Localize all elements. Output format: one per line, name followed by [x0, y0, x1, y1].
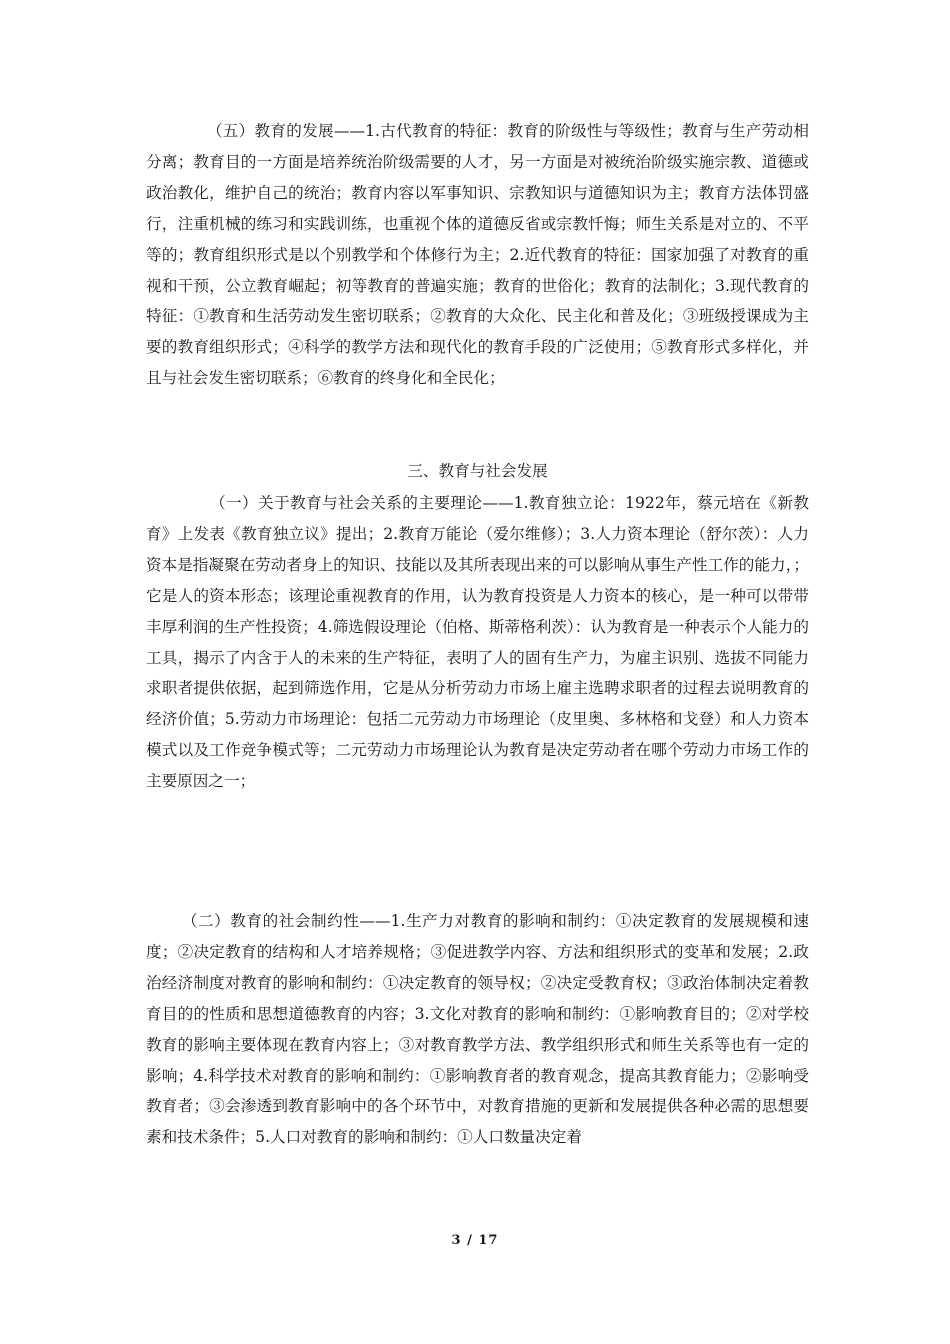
section-heading: 三、教育与社会发展 [407, 462, 548, 480]
page-number: 3 / 17 [451, 1233, 499, 1248]
paragraph-education-development: （五）教育的发展——1.古代教育的特征：教育的阶级性与等级性；教育与生产劳动相分离；教育目的一方面是培养统治阶级需要的人才，另一方面是对被统治阶级实施宗教、道德或政治教化，维护自己的统治；教育内容以军事知识、宗教知识与道德知识为主；教育方法体罚盛行，注重机械的练习和实践训练，也重视个体的道德反省或宗教忏悔；师生关系是对立的、不平等的；教育组织形式是以个别教学和个体修行为主；2.近代教育的特征：国家加强了对教育的重视和干预，公立教育崛起；初等教育的普遍实施；教育的世俗化；教育的法制化；3.现代教育的特征：①教育和生活劳动发生密切联系；②教育的大众化、民主化和普及化；③班级授课成为主要的教育组织形式；④科学的教学方法和现代化的教育手段的广泛使用；⑤教育形式多样化，并且与社会发生密切联系；⑥教育的终身化和全民化； [146, 122, 809, 388]
paragraph-social-constraints: （二）教育的社会制约性——1.生产力对教育的影响和制约：①决定教育的发展规模和速度；②决定教育的结构和人才培养规格；③促进教学内容、方法和组织形式的变革和发展；2.政治经济制度对教育的影响和制约：①决定教育的领导权；②决定受教育权；③政治体制决定着教育目的的性质和思想道德教育的内容；3.文化对教育的影响和制约：①影响教育目的；②对学校教育的影响主要体现在教育内容上；③对教育教学方法、教学组织形式和师生关系等也有一定的影响；4.科学技术对教育的影响和制约：①影响教育者的教育观念，提高其教育能力；②影响受教育者；③会渗透到教育影响中的各个环节中，对教育措施的更新和发展提供各种必需的思想要素和技术条件；5.人口对教育的影响和制约：①人口数量决定着 [146, 912, 809, 1147]
paragraph-education-society-theories: （一）关于教育与社会关系的主要理论——1.教育独立论：1922年，蔡元培在《新教育》上发表《教育独立议》提出；2.教育万能论（爱尔维修）；3.人力资本理论（舒尔茨）：人力资本是指凝聚在劳动者身上的知识、技能以及其所表现出来的可以影响从事生产性工作的能力，；它是人的资本形态；该理论重视教育的作用，认为教育投资是人力资本的核心，是一种可以带带丰厚利润的生产性投资；4.筛选假设理论（伯格、斯蒂格利茨）：认为教育是一种表示个人能力的工具，揭示了内含于人的未来的生产特征，表明了人的固有生产力，为雇主识别、选拔不同能力求职者提供依据，起到筛选作用，它是从分析劳动力市场上雇主选聘求职者的过程去说明教育的经济价值；5.劳动力市场理论：包括二元劳动力市场理论（皮里奥、多林格和戈登）和人力资本模式以及工作竞争模式等；二元劳动力市场理论认为教育是决定劳动者在哪个劳动力市场工作的主要原因之一； [146, 494, 809, 791]
